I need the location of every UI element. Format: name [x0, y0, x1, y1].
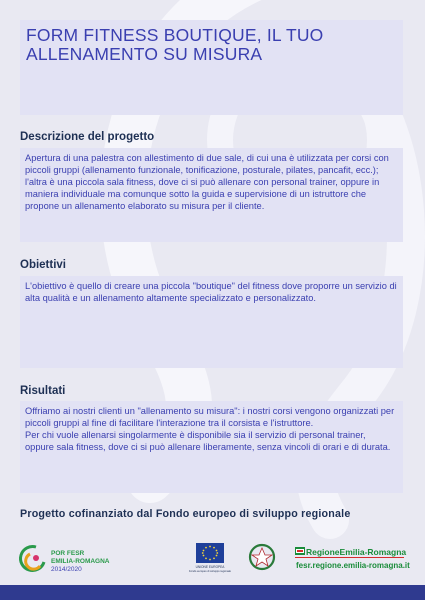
- regione-name: RegioneEmilia-Romagna: [306, 547, 407, 557]
- eu-flag-logo: [189, 543, 232, 573]
- text-descrizione: Apertura di una palestra con allestimento di due sale, di cui una è utilizzata per corsi con piccoli gruppi (allenamento funzionale, tonificazione, posturale, pilates, pancafit, ecc.); l'altra è una piccola sala fitness, dove ci si può allenare con personal trainer, oppure in maniera individuale ma comunque sotto la guida e supervisione di un istruttore che propone un allenamento elaborato su misura per il cliente.: [25, 153, 389, 212]
- regione-url: fesr.regione.emilia-romagna.it: [296, 561, 410, 570]
- bottom-bar: [0, 585, 425, 600]
- heading-descrizione: Descrizione del progetto: [20, 131, 155, 143]
- text-risultati-p2: Per chi vuole allenarsi singolarmente è disponibile sia il servizio di personal trainer, oppure sala fitness, dove ci si può allenare liberamente, senza vincoli di orari e di durata.: [25, 430, 391, 453]
- por-line2: EMILIA-ROMAGNA: [51, 558, 110, 565]
- heading-risultati: Risultati: [20, 385, 66, 397]
- por-line1: POR FESR: [51, 550, 85, 557]
- text-risultati-p1: Offriamo ai nostri clienti un "allenamento su misura": i nostri corsi vengono organizzati per piccoli gruppi al fine di facilitare l'interazione tra il corsista e l'istruttore.: [25, 406, 395, 429]
- logos-strip: [0, 532, 425, 582]
- cofinanziamento-text: Progetto cofinanziato dal Fondo europeo di sviluppo regionale: [20, 508, 351, 520]
- text-risultati: [25, 405, 397, 453]
- por-fesr-logo: [21, 546, 110, 573]
- eu-line2: Fondo europeo di sviluppo regionale: [189, 570, 231, 573]
- page-title: FORM FITNESS BOUTIQUE, IL TUO ALLENAMENTO SU MISURA: [26, 25, 324, 64]
- por-years: 2014/2020: [51, 566, 82, 573]
- text-obiettivi: L'obiettivo è quello di creare una piccola "boutique" del fitness dove proporre un servizio di alta qualità e un allenamento altamente specializzato e personalizzato.: [25, 281, 397, 304]
- regione-emilia-romagna-logo: [295, 547, 410, 570]
- heading-obiettivi: Obiettivi: [20, 259, 67, 271]
- italian-republic-emblem: [250, 545, 274, 569]
- eu-line1: UNIONE EUROPEA: [195, 565, 225, 569]
